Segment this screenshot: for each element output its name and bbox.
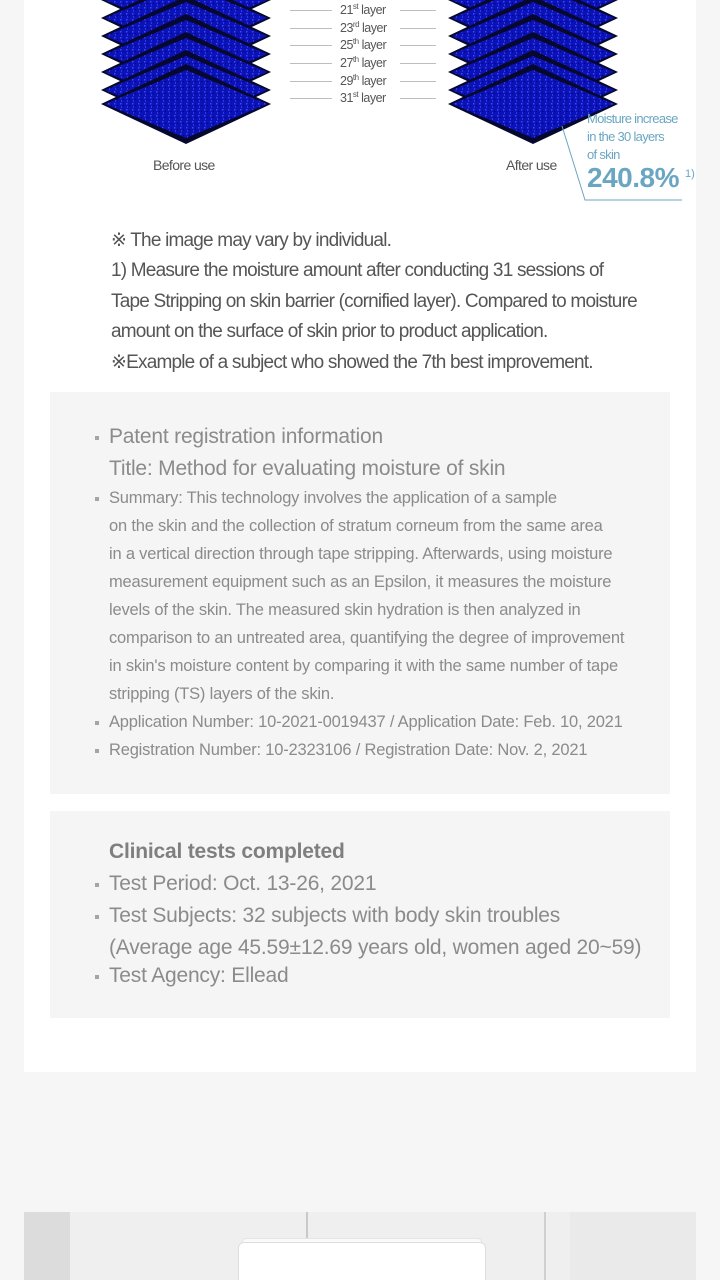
layer-label-row	[290, 73, 436, 91]
patent-heading: Patent registration information	[109, 425, 383, 448]
moisture-note-line: in the 30 layers	[587, 129, 664, 144]
patent-summary-line: on the skin and the collection of stratum corneum from the same area	[109, 517, 603, 535]
note-line: Tape Stripping on skin barrier (cornified layer). Compared to moisture	[111, 290, 637, 312]
patent-summary-line: levels of the skin. The measured skin hydration is then analyzed in	[109, 601, 581, 619]
moisture-layer-figure	[0, 0, 720, 210]
moisture-footnote-marker: 1)	[685, 168, 695, 180]
layer-label: 27th layer	[340, 55, 387, 71]
patent-summary-line: stripping (TS) layers of the skin.	[109, 685, 335, 703]
layer-label-row	[290, 37, 436, 55]
patent-summary-line: Summary: This technology involves the application of a sample	[109, 489, 557, 507]
clinical-tests-box	[50, 811, 670, 1018]
layer-label: 29th layer	[340, 73, 387, 89]
patent-summary-line: comparison to an untreated area, quantifying the degree of improvement	[109, 629, 625, 647]
bullet-icon	[95, 915, 99, 919]
after-use-caption: After use	[506, 157, 557, 173]
before-use-layer-stack	[101, 0, 271, 145]
layer-label: 31st layer	[340, 90, 386, 106]
layer-label-row	[290, 2, 436, 20]
patent-title: Title: Method for evaluating moisture of skin	[109, 457, 506, 480]
moisture-note-line: of skin	[587, 147, 620, 162]
layer-label-row	[290, 90, 436, 108]
clinical-period: Test Period: Oct. 13-26, 2021	[109, 872, 377, 895]
patent-registration: Registration Number: 10-2323106 / Registration Date: Nov. 2, 2021	[109, 741, 588, 759]
layer-label-row	[290, 55, 436, 73]
layer-label: 25th layer	[340, 37, 387, 53]
patent-info-box	[50, 392, 670, 794]
clinical-agency: Test Agency: Ellead	[109, 964, 289, 987]
clinical-subjects: Test Subjects: 32 subjects with body skin troubles	[109, 904, 561, 927]
layer-labels	[290, 0, 436, 110]
moisture-note-line: Moisture increase	[587, 111, 678, 126]
note-line: 1) Measure the moisture amount after conducting 31 sessions of	[111, 260, 604, 282]
clinical-heading: Clinical tests completed	[109, 840, 345, 863]
before-use-caption: Before use	[153, 157, 215, 173]
bullet-icon	[95, 883, 99, 887]
layer-label: 21st layer	[340, 2, 386, 18]
moisture-increase-note	[587, 110, 707, 164]
patent-application: Application Number: 10-2021-0019437 / Application Date: Feb. 10, 2021	[109, 713, 623, 731]
patent-summary-line: measurement equipment such as an Epsilon, it measures the moisture	[109, 573, 612, 591]
note-line: ※ The image may vary by individual.	[111, 230, 392, 251]
note-line: amount on the surface of skin prior to product application.	[111, 321, 548, 343]
patent-summary-line: in skin's moisture content by comparing it with the same number of tape	[109, 657, 618, 675]
bullet-icon	[95, 497, 99, 501]
bullet-icon	[95, 721, 99, 725]
layer-label: 23rd layer	[340, 20, 387, 36]
layer-label-row	[290, 20, 436, 38]
note-line: ※Example of a subject who showed the 7th best improvement.	[111, 351, 593, 373]
product-jar	[238, 1242, 486, 1280]
patent-summary-line: in a vertical direction through tape stripping. Afterwards, using moisture	[109, 545, 613, 563]
bullet-icon	[95, 975, 99, 979]
figure-notes	[111, 226, 681, 378]
bullet-icon	[95, 749, 99, 753]
moisture-increase-value: 240.8%	[587, 162, 679, 193]
product-photo	[24, 1212, 696, 1280]
clinical-subjects-detail: (Average age 45.59±12.69 years old, women aged 20~59)	[109, 936, 642, 959]
bullet-icon	[95, 436, 99, 440]
